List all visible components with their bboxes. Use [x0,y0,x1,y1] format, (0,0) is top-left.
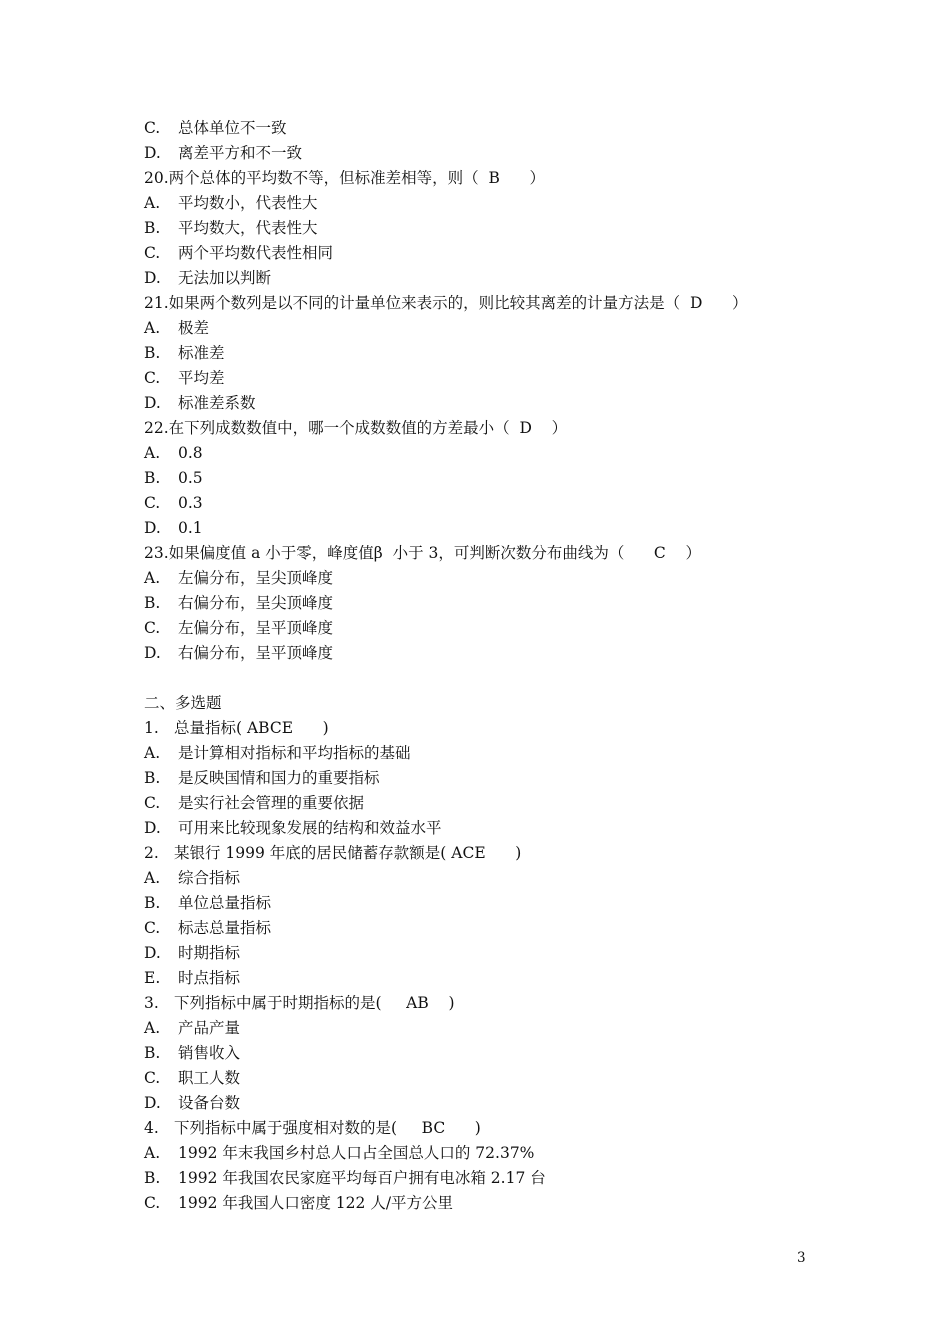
question-text: 在下列成数数值中，哪一个成数数值的方差最小（ D ） [168,419,568,437]
option-line [144,516,844,541]
document-body [144,116,844,1216]
option-line [144,316,844,341]
option-line [144,941,844,966]
option-letter: E. [144,969,161,987]
option-letter: B. [144,344,161,362]
option-letter: C. [144,1069,161,1087]
option-text: 平均数大，代表性大 [178,219,318,237]
option-letter: D. [144,644,161,662]
page-number: 3 [797,1250,806,1266]
option-line [144,266,844,291]
option-text: 可用来比较现象发展的结构和效益水平 [178,819,442,837]
option-letter: A. [144,1019,161,1037]
option-line [144,1016,844,1041]
question-number: 1. [144,719,159,737]
option-line [144,816,844,841]
option-text: 1992 年我国人口密度 122 人/平方公里 [178,1194,454,1212]
option-letter: C. [144,619,161,637]
blank-line [144,666,844,691]
option-line [144,341,844,366]
option-line [144,241,844,266]
option-letter: D. [144,1094,161,1112]
question-line [144,166,844,191]
option-line [144,216,844,241]
option-text: 右偏分布，呈尖顶峰度 [178,594,334,612]
option-letter: D. [144,394,161,412]
option-letter: A. [144,319,161,337]
option-letter: A. [144,1144,161,1162]
option-letter: D. [144,944,161,962]
option-letter: A. [144,444,161,462]
option-text: 标志总量指标 [178,919,272,937]
option-line [144,441,844,466]
option-letter: B. [144,594,161,612]
option-line [144,891,844,916]
option-letter: C. [144,119,161,137]
option-line [144,141,844,166]
option-letter: A. [144,194,161,212]
option-letter: B. [144,219,161,237]
option-text: 是反映国情和国力的重要指标 [178,769,380,787]
option-letter: B. [144,894,161,912]
option-line [144,391,844,416]
option-line [144,366,844,391]
section-heading: 二、多选题 [144,694,222,712]
option-line [144,766,844,791]
option-line [144,116,844,141]
option-line [144,966,844,991]
question-text: 如果偏度值 a 小于零，峰度值β 小于 3，可判断次数分布曲线为（ C ） [168,544,701,562]
option-letter: D. [144,519,161,537]
option-text: 离差平方和不一致 [178,144,303,162]
option-line [144,591,844,616]
option-line [144,791,844,816]
question-text: 下列指标中属于时期指标的是( AB ) [174,994,455,1012]
option-text: 单位总量指标 [178,894,272,912]
option-text: 时点指标 [178,969,241,987]
question-text: 如果两个数列是以不同的计量单位来表示的，则比较其离差的计量方法是（ D ） [168,294,748,312]
option-text: 职工人数 [178,1069,241,1087]
question-text: 两个总体的平均数不等，但标准差相等，则（ B ） [168,169,545,187]
option-line [144,466,844,491]
option-letter: B. [144,469,161,487]
option-letter: A. [144,869,161,887]
option-letter: A. [144,569,161,587]
option-line [144,491,844,516]
option-text: 是计算相对指标和平均指标的基础 [178,744,411,762]
option-line [144,1066,844,1091]
option-text: 左偏分布，呈尖顶峰度 [178,569,334,587]
option-letter: C. [144,1194,161,1212]
option-text: 0.1 [178,519,203,537]
option-letter: B. [144,1169,161,1187]
option-text: 标准差 [178,344,225,362]
question-number: 21. [144,294,169,312]
option-line [144,191,844,216]
question-number: 20. [144,169,169,187]
option-letter: D. [144,269,161,287]
option-text: 综合指标 [178,869,241,887]
option-letter: C. [144,244,161,262]
question-line [144,716,844,741]
option-line [144,916,844,941]
option-text: 时期指标 [178,944,241,962]
option-line [144,866,844,891]
option-letter: D. [144,819,161,837]
option-letter: C. [144,494,161,512]
question-line [144,991,844,1016]
option-text: 0.8 [178,444,203,462]
option-line [144,741,844,766]
option-text: 总体单位不一致 [178,119,287,137]
option-text: 设备台数 [178,1094,241,1112]
option-text: 产品产量 [178,1019,241,1037]
option-text: 两个平均数代表性相同 [178,244,334,262]
option-line [144,1041,844,1066]
question-line [144,1116,844,1141]
option-letter: D. [144,144,161,162]
question-number: 23. [144,544,169,562]
question-number: 2. [144,844,159,862]
option-line [144,1091,844,1116]
question-line [144,416,844,441]
option-text: 平均差 [178,369,225,387]
question-number: 22. [144,419,169,437]
option-text: 标准差系数 [178,394,256,412]
option-text: 销售收入 [178,1044,241,1062]
option-letter: A. [144,744,161,762]
option-line [144,1141,844,1166]
option-text: 右偏分布，呈平顶峰度 [178,644,334,662]
option-text: 0.5 [178,469,203,487]
option-line [144,616,844,641]
option-line [144,1191,844,1216]
option-line [144,1166,844,1191]
option-letter: B. [144,1044,161,1062]
option-text: 1992 年我国农民家庭平均每百户拥有电冰箱 2.17 台 [178,1169,546,1187]
question-text: 下列指标中属于强度相对数的是( BC ) [174,1119,481,1137]
question-text: 某银行 1999 年底的居民储蓄存款额是( ACE ) [174,844,522,862]
option-letter: C. [144,919,161,937]
question-text: 总量指标( ABCE ) [174,719,329,737]
option-text: 是实行社会管理的重要依据 [178,794,365,812]
question-line [144,841,844,866]
question-number: 3. [144,994,159,1012]
option-text: 平均数小，代表性大 [178,194,318,212]
option-line [144,641,844,666]
option-letter: C. [144,794,161,812]
option-text: 极差 [178,319,210,337]
question-line [144,541,844,566]
option-text: 左偏分布，呈平顶峰度 [178,619,334,637]
option-text: 无法加以判断 [178,269,272,287]
question-line [144,291,844,316]
option-letter: B. [144,769,161,787]
option-text: 0.3 [178,494,203,512]
option-letter: C. [144,369,161,387]
option-text: 1992 年末我国乡村总人口占全国总人口的 72.37% [178,1144,535,1162]
question-number: 4. [144,1119,159,1137]
option-line [144,566,844,591]
